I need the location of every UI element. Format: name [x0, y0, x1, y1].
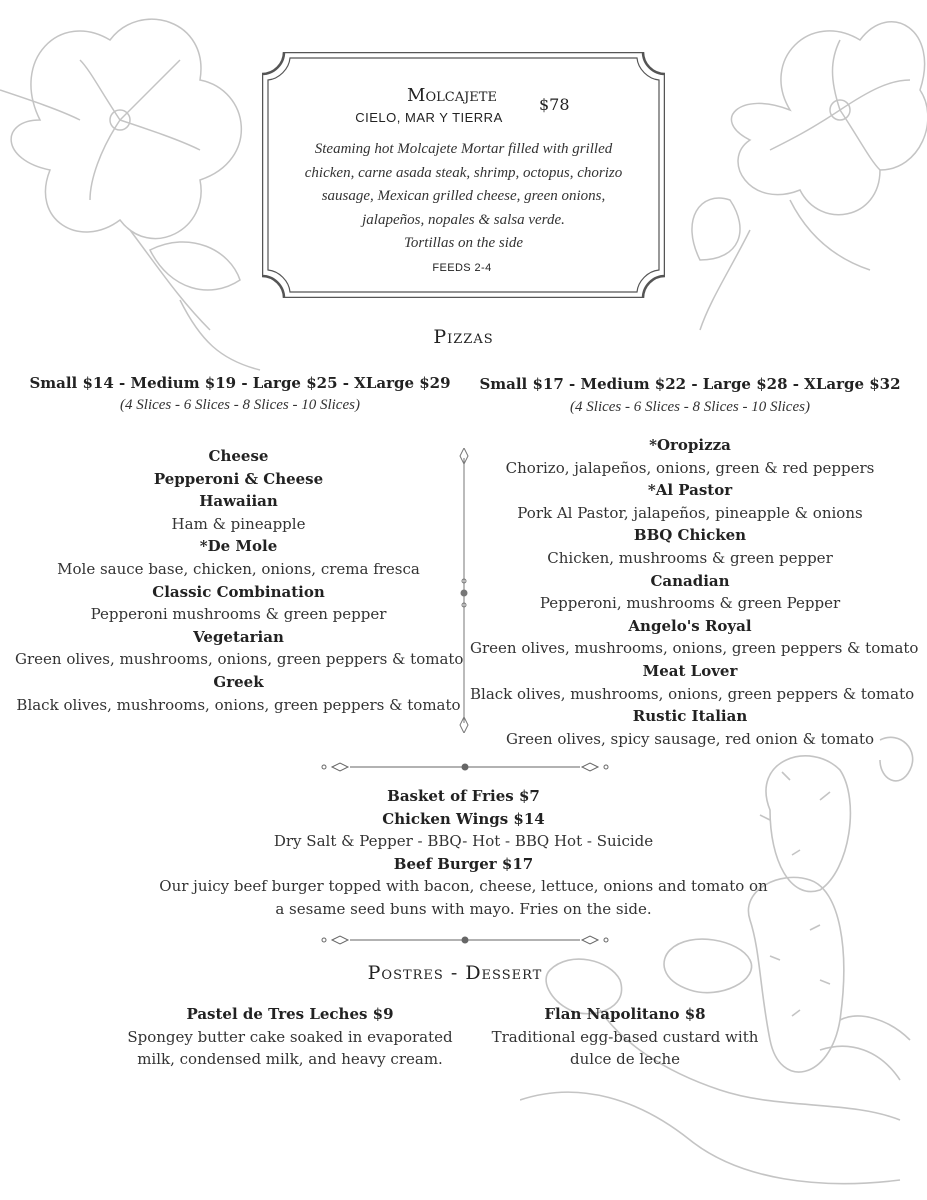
dessert-description: Spongey butter cake soaked in evaporated [127, 1027, 453, 1046]
pizza-description: Mole sauce base, chicken, onions, crema fresca [57, 559, 420, 578]
molcajete-feeds: FEEDS 2-4 [432, 262, 492, 274]
pizza-left-sizes: Small $14 - Medium $19 - Large $25 - XLarge $29 [29, 374, 451, 392]
pizza-description: Ham & pineapple [171, 514, 306, 533]
molcajete-price: $78 [539, 95, 570, 114]
pizza-name: *Al Pastor [647, 481, 733, 500]
dessert-left-item [120, 1003, 460, 1071]
pizza-left-slices: (4 Slices - 6 Slices - 8 Slices - 10 Slices) [120, 397, 360, 413]
extras-list [100, 785, 827, 921]
pizza-name: Greek [213, 672, 264, 691]
dessert-description: Traditional egg-based custard with [491, 1027, 759, 1046]
pizza-right-list [470, 434, 919, 750]
pizza-name: Pepperoni & Cheese [153, 469, 324, 488]
molcajete-title: Molcajete [407, 85, 497, 106]
pizza-description: Black olives, mushrooms, onions, green peppers & tomato [470, 684, 915, 703]
pizza-right-slices: (4 Slices - 6 Slices - 8 Slices - 10 Slices) [570, 399, 810, 415]
hibiscus-flower-left-illustration [0, 0, 300, 400]
description-line: jalapeños, nopales & salsa verde. [362, 211, 565, 228]
pizza-description: Black olives, mushrooms, onions, green peppers & tomato [16, 695, 461, 714]
pizza-description: Green olives, mushrooms, onions, green peppers & tomato [470, 639, 919, 658]
pizza-left-list [15, 445, 462, 716]
pizza-description: Pork Al Pastor, jalapeños, pineapple & onions [517, 503, 863, 522]
pizza-right-sizes: Small $17 - Medium $22 - Large $28 - XLarge $32 [479, 375, 901, 393]
pizza-description: Chorizo, jalapeños, onions, green & red peppers [505, 458, 875, 477]
description-line: sausage, Mexican grilled cheese, green onions, [321, 188, 606, 204]
menu-item-description: Dry Salt & Pepper - BBQ- Hot - BBQ Hot - Suicide [273, 832, 654, 851]
molcajete-description [282, 138, 645, 256]
dessert-heading: Postres - Dessert [367, 962, 543, 984]
description-line: Tortillas on the side [403, 235, 524, 251]
pizza-name: *Oropizza [649, 436, 731, 454]
pizzas-heading: Pizzas [433, 326, 494, 348]
horizontal-divider-ornament [320, 932, 610, 948]
dessert-name: Pastel de Tres Leches $9 [186, 1005, 394, 1023]
dessert-right-item [470, 1003, 780, 1071]
dessert-description: milk, condensed milk, and heavy cream. [137, 1050, 443, 1069]
pizza-name: Classic Combination [152, 582, 325, 601]
pizza-name: *De Mole [199, 537, 278, 556]
hibiscus-flower-right-illustration [640, 0, 927, 360]
menu-item-name: Beef Burger $17 [393, 854, 534, 873]
menu-item-name: Basket of Fries $7 [387, 787, 540, 805]
horizontal-divider-ornament [320, 759, 610, 775]
pizza-name: BBQ Chicken [633, 526, 747, 545]
dessert-description: dulce de leche [570, 1050, 680, 1069]
molcajete-feature-box [262, 52, 665, 298]
pizza-description: Green olives, spicy sausage, red onion & tomato [505, 729, 874, 748]
dessert-name: Flan Napolitano $8 [544, 1005, 706, 1023]
menu-item-name: Chicken Wings $14 [382, 809, 545, 828]
pizza-name: Cheese [208, 447, 269, 465]
pizza-name: Angelo's Royal [628, 616, 752, 635]
pizza-description: Green olives, mushrooms, onions, green peppers & tomato [15, 650, 464, 669]
menu-item-description: Our juicy beef burger topped with bacon, cheese, lettuce, onions and tomato on [159, 877, 768, 896]
pizza-name: Rustic Italian [632, 707, 748, 726]
pizza-description: Pepperoni mushrooms & green pepper [90, 605, 387, 624]
menu-item-description: a sesame seed buns with mayo. Fries on the side. [275, 899, 652, 918]
pizza-description: Chicken, mushrooms & green pepper [547, 548, 833, 567]
molcajete-subtitle: CIELO, MAR Y TIERRA [355, 110, 503, 125]
description-line: chicken, carne asada steak, shrimp, octopus, chorizo [304, 164, 623, 181]
pizza-description: Pepperoni, mushrooms & green Pepper [539, 594, 841, 613]
pizza-name: Canadian [650, 571, 730, 590]
pizza-name: Hawaiian [199, 492, 278, 511]
pizza-name: Meat Lover [642, 661, 738, 680]
pizza-name: Vegetarian [193, 627, 284, 646]
description-line: Steaming hot Molcajete Mortar filled with grilled [314, 141, 613, 157]
